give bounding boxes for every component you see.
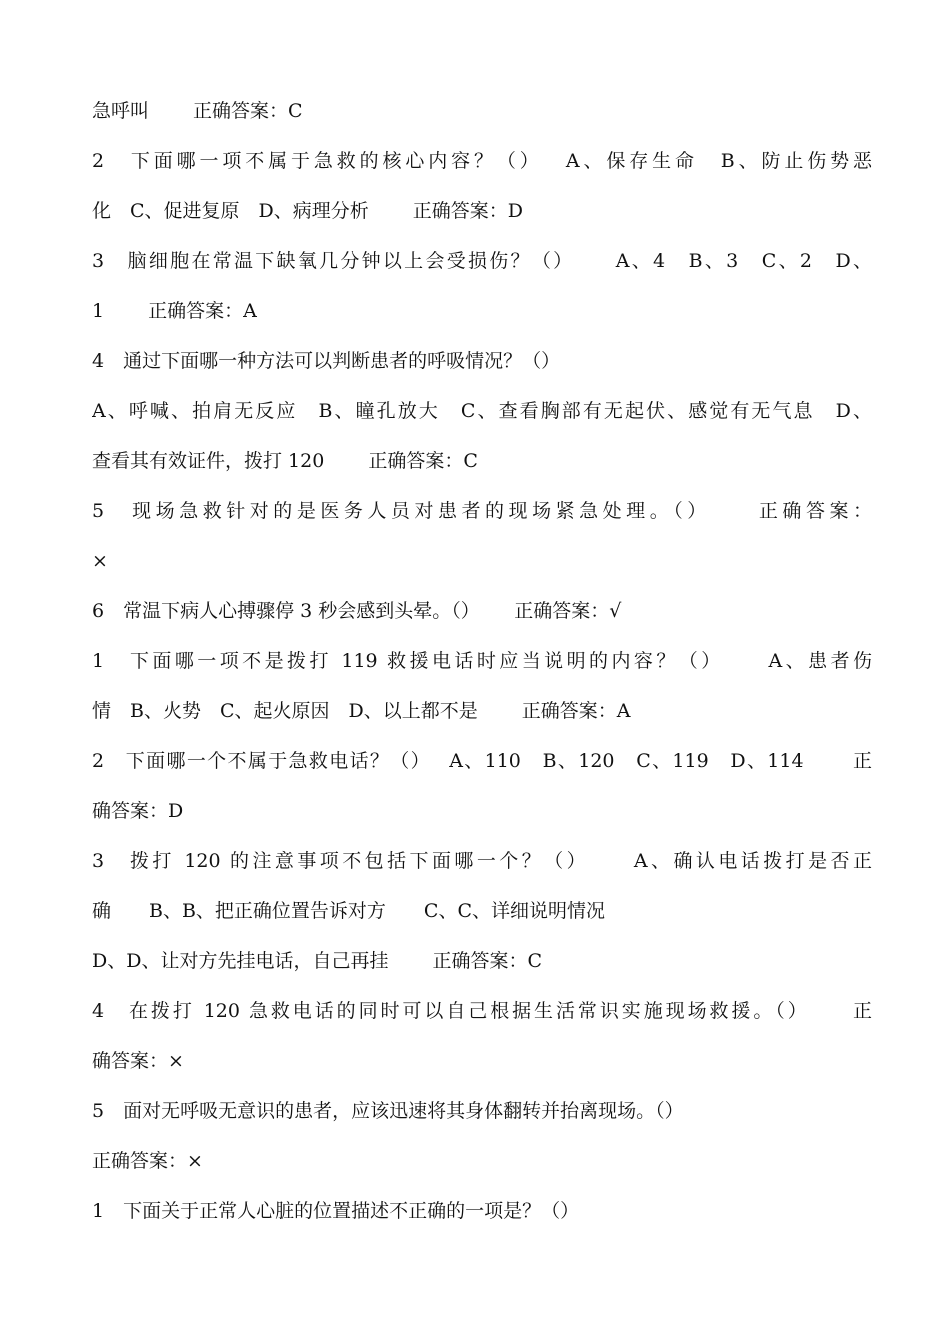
text-line-14: 2 下面哪一个不属于急救电话？（） A、110 B、120 C、119 D、114 正: [92, 750, 872, 772]
text-line-17: 确 B、B、把正确位置告诉对方 C、C、详细说明情况: [92, 900, 606, 922]
text-line-9: 5 现场急救针对的是医务人员对患者的现场紧急处理。（） 正确答案：: [92, 500, 872, 522]
text-line-7: A、呼喊、拍肩无反应 B、瞳孔放大 C、查看胸部有无起伏、感觉有无气息 D、: [92, 400, 872, 422]
text-line-1: 急呼叫 正确答案：C: [92, 100, 303, 122]
text-line-21: 5 面对无呼吸无意识的患者，应该迅速将其身体翻转并抬离现场。（）: [92, 1100, 684, 1122]
text-line-4: 3 脑细胞在常温下缺氧几分钟以上会受损伤？（） A、4 B、3 C、2 D、: [92, 250, 872, 272]
text-line-23: 1 下面关于正常人心脏的位置描述不正确的一项是？（）: [92, 1200, 580, 1222]
text-line-22: 正确答案：×: [92, 1150, 203, 1172]
text-line-13: 情 B、火势 C、起火原因 D、以上都不是 正确答案：A: [92, 700, 631, 722]
text-line-6: 4 通过下面哪一种方法可以判断患者的呼吸情况？（）: [92, 350, 561, 372]
text-line-3: 化 C、促进复原 D、病理分析 正确答案：D: [92, 200, 524, 222]
text-line-12: 1 下面哪一项不是拨打 119 救援电话时应当说明的内容？（） A、患者伤: [92, 650, 872, 672]
text-line-18: D、D、让对方先挂电话，自己再挂 正确答案：C: [92, 950, 543, 972]
text-line-11: 6 常温下病人心搏骤停 3 秒会感到头晕。（） 正确答案：√: [92, 600, 622, 622]
text-line-8: 查看其有效证件，拨打 120 正确答案：C: [92, 450, 478, 472]
text-line-10: ×: [92, 550, 108, 572]
document-page: [92, 86, 872, 1236]
text-line-16: 3 拨打 120 的注意事项不包括下面哪一个？（） A、确认电话拨打是否正: [92, 850, 872, 872]
text-line-19: 4 在拨打 120 急救电话的同时可以自己根据生活常识实施现场救援。（） 正: [92, 1000, 872, 1022]
text-line-2: 2 下面哪一项不属于急救的核心内容？（） A、保存生命 B、防止伤势恶: [92, 150, 872, 172]
text-line-5: 1 正确答案：A: [92, 300, 257, 322]
text-line-15: 确答案：D: [92, 800, 184, 822]
text-line-20: 确答案：×: [92, 1050, 184, 1072]
